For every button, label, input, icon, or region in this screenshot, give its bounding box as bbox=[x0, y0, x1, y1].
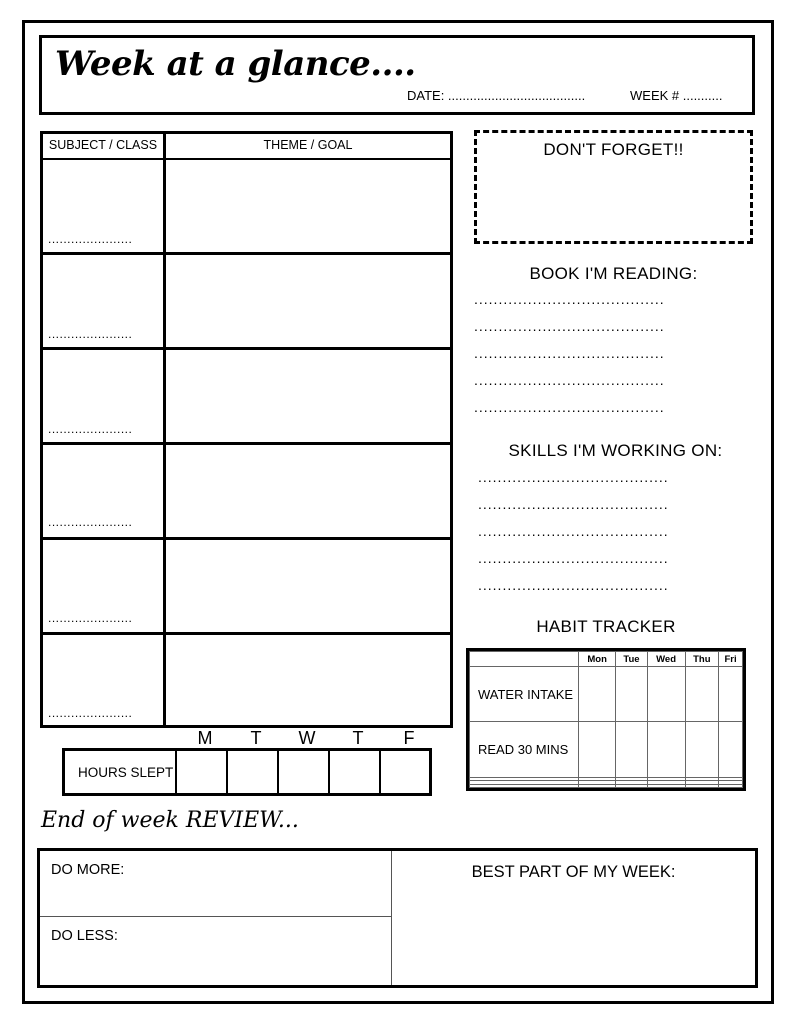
habit-label: WATER INTAKE bbox=[470, 667, 579, 722]
header-subject-class: SUBJECT / CLASS bbox=[48, 138, 158, 152]
skills-line[interactable]: ....................................... bbox=[478, 496, 669, 512]
page-title: Week at a glance.... bbox=[55, 44, 416, 84]
book-line[interactable]: ....................................... bbox=[474, 372, 665, 388]
skills-line[interactable]: ....................................... bbox=[478, 523, 669, 539]
habit-check-cell[interactable] bbox=[647, 784, 685, 787]
subject-line: ...................... bbox=[48, 706, 133, 720]
habit-check-cell[interactable] bbox=[579, 667, 616, 722]
habit-corner-cell bbox=[470, 652, 579, 667]
skills-line[interactable]: ....................................... bbox=[478, 550, 669, 566]
sleep-day-label: T bbox=[352, 728, 364, 748]
header-theme-goal: THEME / GOAL bbox=[263, 138, 353, 152]
goal-cell[interactable] bbox=[166, 160, 450, 252]
best-part-label: BEST PART OF MY WEEK: bbox=[471, 863, 676, 881]
day-header: Thu bbox=[685, 652, 719, 667]
day-header: Mon bbox=[579, 652, 616, 667]
habit-tracker-grid bbox=[466, 648, 746, 791]
do-more-label: DO MORE: bbox=[51, 862, 125, 878]
book-line[interactable]: ....................................... bbox=[474, 399, 665, 415]
subject-line: ...................... bbox=[48, 611, 133, 625]
habit-check-cell[interactable] bbox=[579, 722, 616, 777]
sleep-cell-thu[interactable] bbox=[330, 751, 379, 793]
habit-check-cell[interactable] bbox=[616, 667, 647, 722]
subject-line: ...................... bbox=[48, 232, 133, 246]
habit-check-cell[interactable] bbox=[685, 722, 719, 777]
habit-check-cell[interactable] bbox=[579, 784, 616, 787]
habit-check-cell[interactable] bbox=[719, 784, 743, 787]
review-title: End of week REVIEW... bbox=[41, 808, 299, 833]
goal-cell[interactable] bbox=[166, 635, 450, 725]
habit-check-cell[interactable] bbox=[685, 784, 719, 787]
subject-line: ...................... bbox=[48, 422, 133, 436]
habit-check-cell[interactable] bbox=[719, 722, 743, 777]
sleep-day-label: T bbox=[250, 728, 262, 748]
skills-line[interactable]: ....................................... bbox=[478, 577, 669, 593]
habit-label[interactable] bbox=[470, 784, 579, 787]
subject-line: ...................... bbox=[48, 327, 133, 341]
book-reading-title: BOOK I'M READING: bbox=[529, 264, 698, 283]
habit-check-cell[interactable] bbox=[647, 722, 685, 777]
goal-cell[interactable] bbox=[166, 445, 450, 537]
skills-title: SKILLS I'M WORKING ON: bbox=[508, 441, 723, 460]
sleep-day-label: F bbox=[403, 728, 415, 748]
day-header: Wed bbox=[647, 652, 685, 667]
sleep-cell-wed[interactable] bbox=[279, 751, 328, 793]
habit-check-cell[interactable] bbox=[685, 667, 719, 722]
goal-cell[interactable] bbox=[166, 540, 450, 632]
sleep-day-label: W bbox=[298, 728, 316, 748]
day-header: Tue bbox=[616, 652, 647, 667]
do-less-label: DO LESS: bbox=[51, 928, 118, 944]
habit-tracker-title: HABIT TRACKER bbox=[536, 617, 676, 636]
sleep-day-label: M bbox=[197, 728, 213, 748]
skills-line[interactable]: ....................................... bbox=[478, 469, 669, 485]
sleep-cell-mon[interactable] bbox=[177, 751, 226, 793]
week-number-field[interactable]: WEEK # ........... bbox=[630, 88, 723, 103]
book-line[interactable]: ....................................... bbox=[474, 291, 665, 307]
habit-check-cell[interactable] bbox=[616, 722, 647, 777]
sleep-cell-tue[interactable] bbox=[228, 751, 277, 793]
day-header: Fri bbox=[719, 652, 743, 667]
goal-cell[interactable] bbox=[166, 350, 450, 442]
date-field[interactable]: DATE: ...................................... bbox=[407, 88, 586, 103]
habit-check-cell[interactable] bbox=[647, 667, 685, 722]
hours-slept-label: HOURS SLEPT bbox=[78, 765, 174, 780]
habit-label: READ 30 MINS bbox=[470, 722, 579, 777]
book-line[interactable]: ....................................... bbox=[474, 318, 665, 334]
dont-forget-title: DON'T FORGET!! bbox=[543, 140, 684, 159]
habit-check-cell[interactable] bbox=[719, 667, 743, 722]
subject-line: ...................... bbox=[48, 515, 133, 529]
sleep-cell-fri[interactable] bbox=[381, 751, 429, 793]
do-more-field[interactable] bbox=[40, 851, 391, 916]
book-line[interactable]: ....................................... bbox=[474, 345, 665, 361]
habit-check-cell[interactable] bbox=[616, 784, 647, 787]
goal-cell[interactable] bbox=[166, 255, 450, 347]
